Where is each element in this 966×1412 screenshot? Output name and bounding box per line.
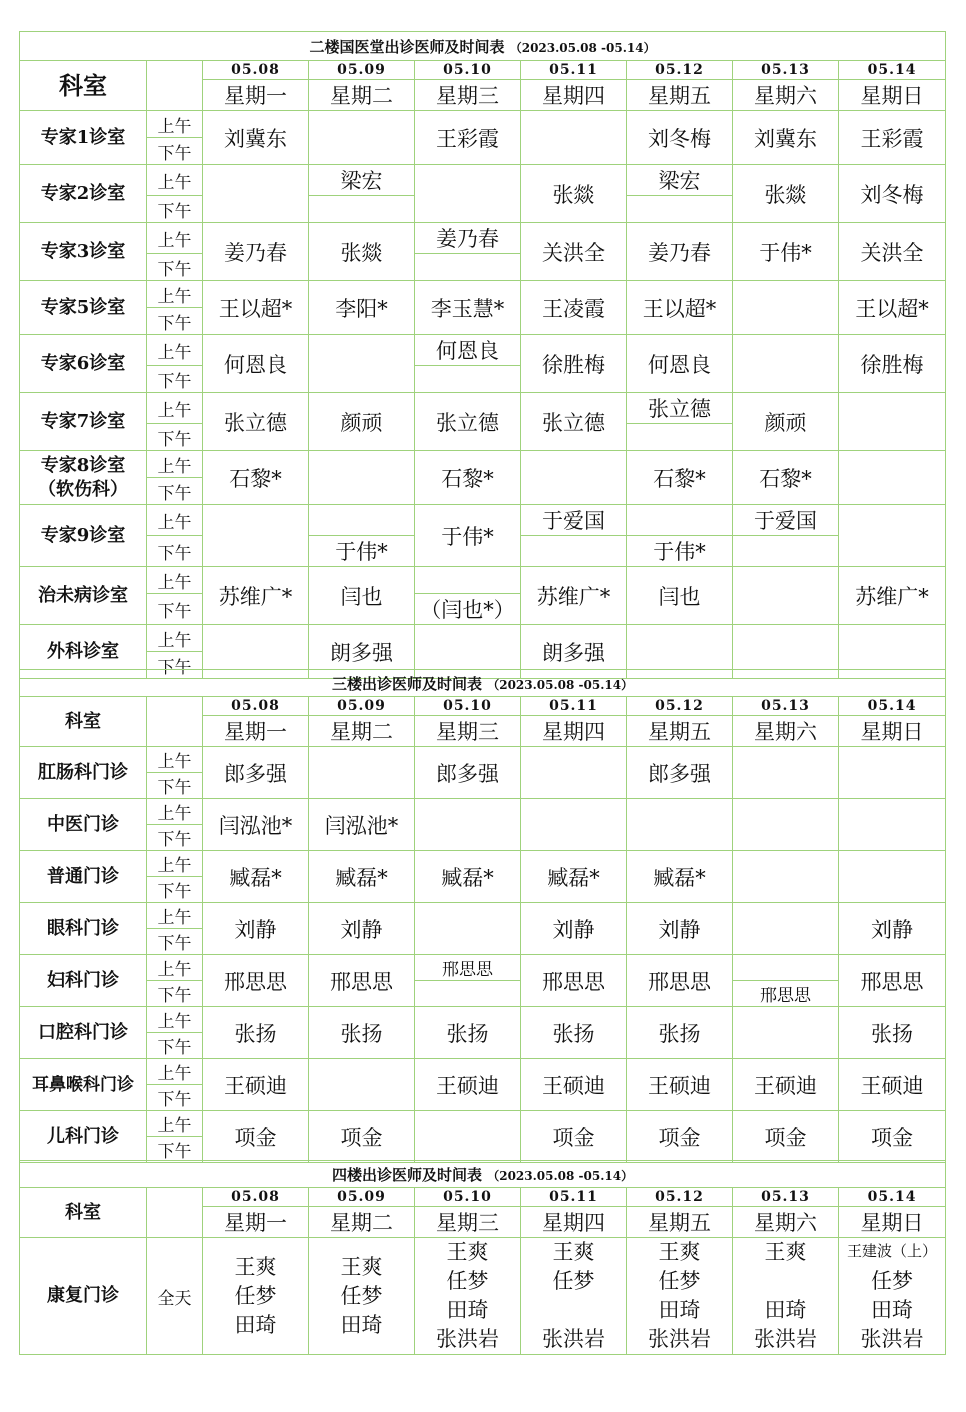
doctor-name: 王爽 (340, 1254, 383, 1279)
weekday-cell: 星期六 (733, 80, 839, 111)
weekday-cell: 星期五 (627, 716, 733, 747)
date-cell: 05.08 (203, 61, 309, 80)
dept-cell: 治未病诊室 (20, 567, 147, 625)
doctor-cell: 石黎* (415, 451, 521, 505)
weekday-cell: 星期二 (309, 1207, 415, 1238)
am-label: 上午 (147, 567, 203, 594)
doctor-cell: 徐胜梅 (521, 335, 627, 393)
doctor-cell: 王硕迪 (839, 1059, 946, 1111)
doctor-list-cell (309, 1238, 415, 1355)
doctor-cell: 刘冀东 (733, 111, 839, 165)
all-day-label: 全天 (147, 1238, 203, 1355)
doctor-cell: 朗多强 (309, 625, 415, 679)
doctor-cell: 闫泓池* (309, 799, 415, 851)
doctor-cell: 石黎* (627, 451, 733, 505)
doctor-cell: 张扬 (309, 1007, 415, 1059)
doctor-cell: 王以超* (839, 281, 946, 335)
doctor-list-cell (203, 1238, 309, 1355)
doctor-cell (521, 747, 627, 799)
weekday-cell: 星期一 (203, 1207, 309, 1238)
date-cell: 05.11 (521, 697, 627, 716)
doctor-cell (839, 851, 946, 903)
doctor-cell: 何恩良 (415, 335, 521, 366)
doctor-cell: 石黎* (203, 451, 309, 505)
doctor-cell: 臧磊* (627, 851, 733, 903)
doctor-cell: 梁宏 (627, 165, 733, 196)
doctor-cell (733, 903, 839, 955)
doctor-cell: 于伟* (733, 223, 839, 281)
doctor-cell: 王硕迪 (733, 1059, 839, 1111)
doctor-cell: 刘静 (627, 903, 733, 955)
doctor-cell: 郎多强 (627, 747, 733, 799)
doctor-cell: 邢思思 (203, 955, 309, 1007)
date-cell: 05.08 (203, 1188, 309, 1207)
doctor-cell: 苏维广* (203, 567, 309, 625)
doctor-name: 田琦 (234, 1312, 277, 1337)
doctor-name (521, 1296, 626, 1325)
weekday-cell: 星期三 (415, 716, 521, 747)
am-label: 上午 (147, 165, 203, 196)
date-cell: 05.13 (733, 1188, 839, 1207)
doctor-cell: 刘静 (203, 903, 309, 955)
am-label: 上午 (147, 505, 203, 536)
doctor-cell: 张扬 (839, 1007, 946, 1059)
date-cell: 05.14 (839, 61, 946, 80)
dept-cell: 专家5诊室 (20, 281, 147, 335)
date-cell: 05.14 (839, 1188, 946, 1207)
doctor-cell: （闫也*） (415, 594, 521, 625)
doctor-cell: 石黎* (733, 451, 839, 505)
weekday-cell: 星期四 (521, 716, 627, 747)
pm-label: 下午 (147, 652, 203, 679)
doctor-name: 王爽 (234, 1254, 277, 1279)
doctor-cell: 闫也 (309, 567, 415, 625)
floor4-schedule-table (19, 1160, 946, 1355)
weekday-cell: 星期五 (627, 1207, 733, 1238)
doctor-name: 张洪岩 (542, 1327, 605, 1351)
weekday-cell: 星期六 (733, 716, 839, 747)
weekday-cell: 星期五 (627, 80, 733, 111)
weekday-cell: 星期二 (309, 80, 415, 111)
doctor-cell: 郎多强 (203, 747, 309, 799)
doctor-cell: 王彩霞 (415, 111, 521, 165)
doctor-name: 田琦 (446, 1298, 489, 1322)
doctor-cell: 张扬 (627, 1007, 733, 1059)
doctor-cell: 梁宏 (309, 165, 415, 196)
doctor-cell: 关洪全 (839, 223, 946, 281)
pm-label: 下午 (147, 825, 203, 851)
doctor-cell (733, 851, 839, 903)
am-label: 上午 (147, 851, 203, 877)
doctor-name: 张洪岩 (860, 1327, 924, 1351)
doctor-cell: 王硕迪 (521, 1059, 627, 1111)
doctor-cell: 王硕迪 (203, 1059, 309, 1111)
doctor-cell (415, 1111, 521, 1163)
doctor-cell: 邢思思 (415, 955, 521, 981)
dept-cell: 专家6诊室 (20, 335, 147, 393)
date-cell: 05.09 (309, 61, 415, 80)
doctor-cell: 李阳* (309, 281, 415, 335)
doctor-cell: 张立德 (521, 393, 627, 451)
pm-label: 下午 (147, 138, 203, 165)
dept-cell: 普通门诊 (20, 851, 147, 903)
doctor-cell: 姜乃春 (203, 223, 309, 281)
doctor-cell: 项金 (309, 1111, 415, 1163)
am-label: 上午 (147, 451, 203, 478)
weekday-cell: 星期三 (415, 80, 521, 111)
doctor-cell (309, 1059, 415, 1111)
date-cell: 05.12 (627, 61, 733, 80)
doctor-name: 任梦 (552, 1269, 595, 1293)
doctor-name: 任梦 (871, 1269, 914, 1293)
doctor-list-cell (627, 1238, 733, 1355)
weekday-cell: 星期一 (203, 716, 309, 747)
doctor-cell: 刘冬梅 (627, 111, 733, 165)
pm-label: 下午 (147, 1033, 203, 1059)
weekday-cell: 星期日 (839, 80, 946, 111)
date-cell: 05.10 (415, 61, 521, 80)
doctor-cell: 于伟* (627, 536, 733, 567)
doctor-cell (415, 799, 521, 851)
dept-header: 科室 (20, 697, 147, 747)
doctor-cell: 姜乃春 (627, 223, 733, 281)
doctor-cell: 项金 (627, 1111, 733, 1163)
doctor-list-cell (415, 1238, 521, 1355)
pm-label: 下午 (147, 478, 203, 505)
floor4-title: 四楼出诊医师及时间表 （2023.05.08 -05.14） (20, 1161, 946, 1188)
weekday-cell: 星期一 (203, 80, 309, 111)
doctor-cell (415, 903, 521, 955)
pm-label: 下午 (147, 1137, 203, 1163)
doctor-cell: 张燚 (309, 223, 415, 281)
pm-label: 下午 (147, 196, 203, 223)
doctor-cell: 张立德 (627, 393, 733, 424)
doctor-cell (839, 747, 946, 799)
am-label: 上午 (147, 799, 203, 825)
doctor-name: 任梦 (340, 1283, 383, 1308)
doctor-cell: 刘冬梅 (839, 165, 946, 223)
dept-header: 科室 (20, 61, 147, 111)
doctor-cell: 徐胜梅 (839, 335, 946, 393)
doctor-cell (733, 747, 839, 799)
dept-cell: 中医门诊 (20, 799, 147, 851)
floor3-schedule-table (19, 669, 946, 1163)
dept-cell: 外科诊室 (20, 625, 147, 679)
doctor-cell: 颜顽 (733, 393, 839, 451)
floor2-title: 二楼国医堂出诊医师及时间表 （2023.05.08 -05.14） (20, 32, 946, 61)
doctor-cell: 王以超* (627, 281, 733, 335)
am-label: 上午 (147, 1007, 203, 1033)
doctor-name: 张洪岩 (648, 1327, 711, 1351)
date-cell: 05.11 (521, 1188, 627, 1207)
dept-subname: （软伤科） (38, 478, 128, 500)
date-cell: 05.13 (733, 61, 839, 80)
dept-cell: 耳鼻喉科门诊 (20, 1059, 147, 1111)
doctor-cell: 王硕迪 (415, 1059, 521, 1111)
doctor-name: 王爽 (552, 1240, 595, 1264)
weekday-cell: 星期三 (415, 1207, 521, 1238)
doctor-name: 任梦 (658, 1269, 701, 1293)
doctor-cell: 张扬 (415, 1007, 521, 1059)
doctor-cell: 于爱国 (521, 505, 627, 536)
doctor-cell: 闫也 (627, 567, 733, 625)
doctor-cell: 臧磊* (203, 851, 309, 903)
doctor-name: 田琦 (658, 1298, 701, 1322)
am-label: 上午 (147, 393, 203, 424)
floor3-title: 三楼出诊医师及时间表 （2023.05.08 -05.14） (20, 670, 946, 697)
date-cell: 05.14 (839, 697, 946, 716)
pm-label: 下午 (147, 773, 203, 799)
doctor-cell: 闫泓池* (203, 799, 309, 851)
date-cell: 05.11 (521, 61, 627, 80)
pm-label: 下午 (147, 929, 203, 955)
doctor-cell: 项金 (839, 1111, 946, 1163)
doctor-list-cell (839, 1238, 946, 1355)
doctor-cell: 张燚 (733, 165, 839, 223)
doctor-cell: 张燚 (521, 165, 627, 223)
pm-label: 下午 (147, 254, 203, 281)
doctor-cell: 何恩良 (203, 335, 309, 393)
dept-cell: 肛肠科门诊 (20, 747, 147, 799)
dept-name: 专家8诊室 (40, 454, 126, 476)
doctor-cell: 张立德 (415, 393, 521, 451)
date-cell: 05.08 (203, 697, 309, 716)
date-cell: 05.12 (627, 1188, 733, 1207)
doctor-cell: 臧磊* (521, 851, 627, 903)
doctor-cell: 刘静 (309, 903, 415, 955)
doctor-cell: 张扬 (521, 1007, 627, 1059)
doctor-cell: 邢思思 (521, 955, 627, 1007)
weekday-cell: 星期四 (521, 1207, 627, 1238)
doctor-cell: 姜乃春 (415, 223, 521, 254)
weekday-cell: 星期四 (521, 80, 627, 111)
doctor-name: 田琦 (764, 1298, 807, 1322)
weekday-cell: 星期日 (839, 1207, 946, 1238)
doctor-cell: 于伟* (415, 505, 521, 567)
doctor-cell (521, 799, 627, 851)
doctor-cell: 王以超* (203, 281, 309, 335)
doctor-cell: 关洪全 (521, 223, 627, 281)
doctor-cell: 于伟* (309, 536, 415, 567)
date-cell: 05.13 (733, 697, 839, 716)
dept-cell: 眼科门诊 (20, 903, 147, 955)
doctor-cell: 臧磊* (415, 851, 521, 903)
am-label: 上午 (147, 111, 203, 138)
doctor-list-cell (733, 1238, 839, 1355)
doctor-list-cell (521, 1238, 627, 1355)
dept-cell: 儿科门诊 (20, 1111, 147, 1163)
doctor-cell (309, 747, 415, 799)
doctor-cell: 邢思思 (839, 955, 946, 1007)
doctor-cell: 朗多强 (521, 625, 627, 679)
doctor-cell (627, 799, 733, 851)
date-cell: 05.10 (415, 697, 521, 716)
doctor-cell: 项金 (203, 1111, 309, 1163)
doctor-cell (733, 799, 839, 851)
pm-label: 下午 (147, 308, 203, 335)
weekday-cell: 星期六 (733, 1207, 839, 1238)
doctor-name: 王爽 (446, 1240, 489, 1264)
doctor-name: 王爽 (658, 1240, 701, 1264)
pm-label: 下午 (147, 366, 203, 393)
dept-cell: 专家9诊室 (20, 505, 147, 567)
doctor-cell: 王彩霞 (839, 111, 946, 165)
doctor-name: 王爽 (764, 1240, 807, 1264)
dept-cell: 专家3诊室 (20, 223, 147, 281)
doctor-cell: 邢思思 (309, 955, 415, 1007)
doctor-name: 张洪岩 (754, 1327, 817, 1351)
date-cell: 05.09 (309, 697, 415, 716)
doctor-cell: 王硕迪 (627, 1059, 733, 1111)
doctor-cell (839, 799, 946, 851)
floor2-schedule-table (19, 31, 946, 679)
pm-label: 下午 (147, 1085, 203, 1111)
pm-label: 下午 (147, 877, 203, 903)
dept-cell: 专家2诊室 (20, 165, 147, 223)
dept-cell: 康复门诊 (20, 1238, 147, 1355)
dept-cell: 口腔科门诊 (20, 1007, 147, 1059)
doctor-name: 田琦 (340, 1312, 383, 1337)
doctor-cell: 刘静 (839, 903, 946, 955)
doctor-cell: 张立德 (203, 393, 309, 451)
doctor-cell: 项金 (521, 1111, 627, 1163)
dept-cell: 专家7诊室 (20, 393, 147, 451)
pm-label: 下午 (147, 981, 203, 1007)
pm-label: 下午 (147, 424, 203, 451)
doctor-name: 任梦 (446, 1269, 489, 1293)
doctor-name (733, 1267, 838, 1296)
doctor-cell: 郎多强 (415, 747, 521, 799)
doctor-cell: 邢思思 (733, 981, 839, 1007)
am-label: 上午 (147, 903, 203, 929)
am-label: 上午 (147, 955, 203, 981)
doctor-cell: 于爱国 (733, 505, 839, 536)
am-label: 上午 (147, 281, 203, 308)
doctor-cell (733, 1007, 839, 1059)
am-label: 上午 (147, 335, 203, 366)
doctor-cell: 邢思思 (627, 955, 733, 1007)
am-label: 上午 (147, 223, 203, 254)
doctor-name: 任梦 (234, 1283, 277, 1308)
doctor-cell: 王凌霞 (521, 281, 627, 335)
dept-cell: 妇科门诊 (20, 955, 147, 1007)
doctor-cell: 颜顽 (309, 393, 415, 451)
am-label: 上午 (147, 1059, 203, 1085)
doctor-cell: 臧磊* (309, 851, 415, 903)
doctor-cell: 苏维广* (839, 567, 946, 625)
doctor-cell: 刘静 (521, 903, 627, 955)
doctor-cell: 苏维广* (521, 567, 627, 625)
weekday-cell: 星期二 (309, 716, 415, 747)
doctor-name: 张洪岩 (436, 1327, 499, 1351)
pm-label: 下午 (147, 594, 203, 625)
doctor-cell: 李玉慧* (415, 281, 521, 335)
doctor-cell: 何恩良 (627, 335, 733, 393)
am-label: 上午 (147, 1111, 203, 1137)
dept-cell: 专家1诊室 (20, 111, 147, 165)
pm-label: 下午 (147, 536, 203, 567)
dept-header: 科室 (20, 1188, 147, 1238)
am-label: 上午 (147, 747, 203, 773)
weekday-cell: 星期日 (839, 716, 946, 747)
doctor-cell: 张扬 (203, 1007, 309, 1059)
date-cell: 05.09 (309, 1188, 415, 1207)
dept-cell (20, 451, 147, 505)
doctor-name: 田琦 (871, 1298, 914, 1322)
am-label: 上午 (147, 625, 203, 652)
doctor-name: 王建波（上） (847, 1242, 938, 1260)
date-cell: 05.10 (415, 1188, 521, 1207)
date-cell: 05.12 (627, 697, 733, 716)
doctor-cell: 项金 (733, 1111, 839, 1163)
doctor-cell: 刘冀东 (203, 111, 309, 165)
